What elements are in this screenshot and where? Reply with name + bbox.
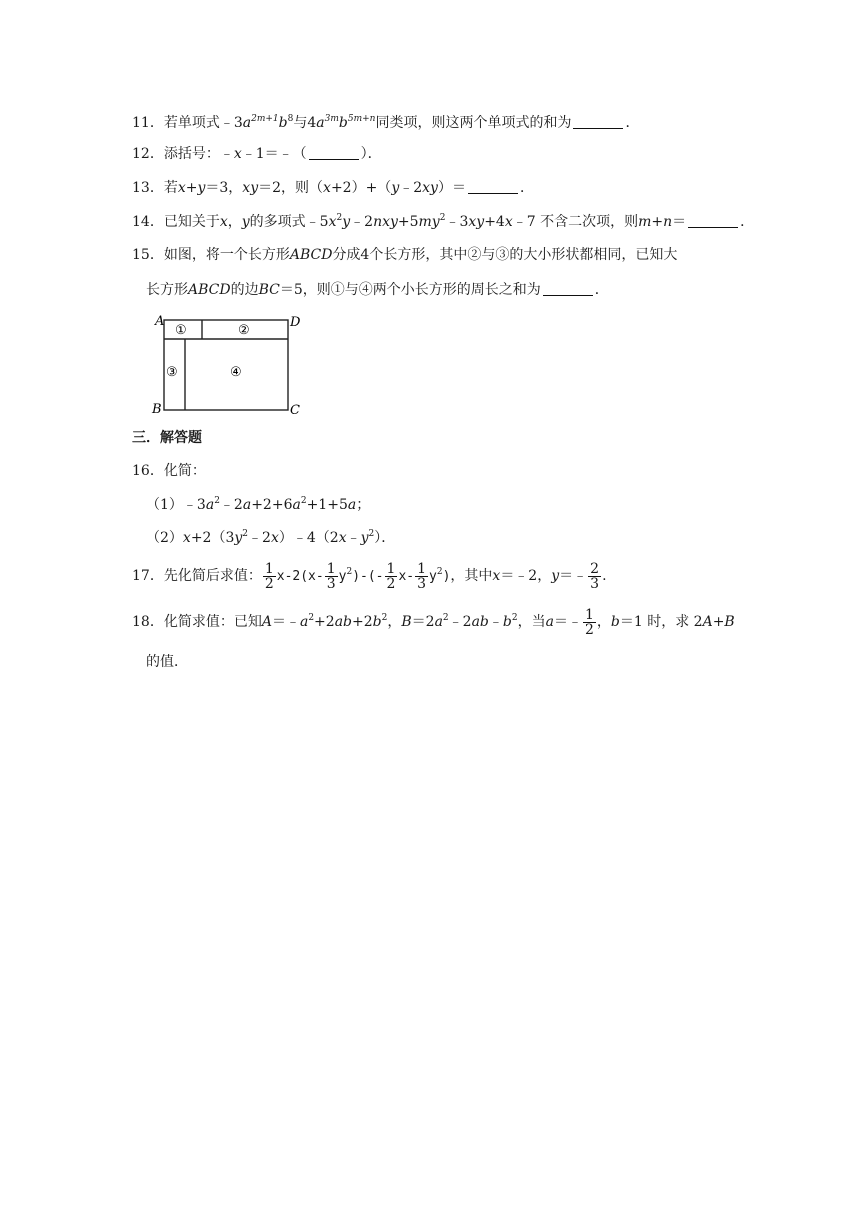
question-11: 11．若单项式$﹣3a^{2m+1}b^8$与$4a^{3m}b^{5m+n}$同类项，则这两个单项式的和为 ．	[132, 114, 640, 131]
question-18-line-2: 的值．	[146, 654, 188, 670]
vertex-a: A	[155, 314, 165, 329]
answer-blank	[688, 215, 738, 228]
question-17: 17．先化简后求值： $\frac{1}{2}$ x-2(x- $\frac{1}{3}$ $y^2)-(-$ $\frac{1}{2}$ x- $\frac{1}{3}$ $y^2$)，其中x＝﹣2，y＝﹣ $\frac{2}{3}$ .	[132, 560, 607, 592]
vertex-d: D	[290, 315, 301, 330]
rectangle-figure	[150, 310, 310, 418]
fraction: $\frac{1}{3}$	[326, 560, 336, 592]
question-15-line-1: 15．如图，将一个长方形ABCD分成4个长方形，其中②与③的大小形状都相同，已知大	[132, 247, 678, 263]
question-15-line-2: 长方形ABCD的边BC＝5，则①与④两个小长方形的周长之和为 ．	[146, 282, 609, 298]
fraction: $\frac{1}{2}$	[386, 560, 396, 592]
fraction: $\frac{1}{3}$	[417, 560, 427, 592]
region-4-label: ④	[230, 365, 242, 380]
vertex-c: C	[290, 403, 300, 418]
answer-blank	[309, 147, 359, 160]
vertex-b: B	[152, 402, 162, 417]
answer-blank	[573, 116, 623, 129]
fraction: $\frac{2}{3}$	[590, 560, 600, 592]
question-16-part-1: $(1)﹣3a^2﹣2a+2+6a^2+1+5a$；	[146, 496, 371, 513]
section-heading: 三．解答题	[132, 430, 202, 446]
question-14: 14．已知关于x，y的多项式$﹣5x^2y﹣2nxy+5my^2﹣3xy+4x﹣7$ 不含二次项，则m+n＝ ．	[132, 213, 755, 230]
fraction: $\frac{1}{2}$	[584, 606, 594, 638]
question-16-part-2: $(2)x+2(3y^2﹣2x)﹣4(2x﹣y^2)$．	[146, 529, 396, 546]
question-13: 13．若x+y＝3，xy＝2，则（x+2）+（y﹣2xy）＝ ．	[132, 180, 534, 196]
answer-blank	[468, 181, 518, 194]
question-12: 12．添括号：﹣x﹣1＝﹣（ ）．	[132, 146, 382, 162]
question-18-line-1: 18．化简求值：已知$A=﹣a^2+2ab+2b^2$，$B=2a^2﹣2ab﹣b^2$，当a＝﹣ $\frac{1}{2}$ ，b＝1 时，求 2A+B	[132, 606, 735, 638]
answer-blank	[543, 283, 593, 296]
fraction: $\frac{1}{2}$	[264, 560, 274, 592]
region-1-label: ①	[175, 323, 187, 338]
region-2-label: ②	[238, 323, 250, 338]
region-3-label: ③	[166, 365, 178, 380]
question-16: 16．化简：	[132, 463, 206, 479]
